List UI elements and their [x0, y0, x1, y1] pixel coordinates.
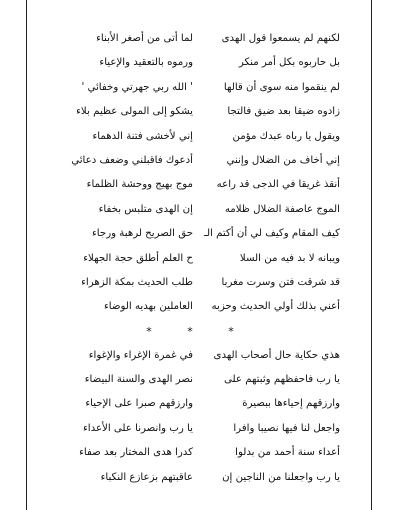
verse-second-hemistich: حق الصريح لرهبة ورجاء	[92, 228, 193, 240]
verse-second-hemistich: طلب الحديث بمكة الزهراء	[81, 276, 193, 288]
verse-second-hemistich: يشكو إلى المولى عظيم بلاء	[76, 106, 193, 118]
verse-second-hemistich: عاقبتهم بزعازع النكباء	[100, 471, 193, 483]
verse-second-hemistich: نصر الهدى والسنة البيضاء	[84, 374, 193, 386]
verse-second-hemistich: ورموه بالتعقيد والإعياء	[99, 57, 193, 69]
verse-line	[40, 371, 340, 395]
verse-second-hemistich: إني لأخشى فتنة الدهماء	[92, 130, 193, 142]
verse-first-hemistich: قد شرقت فتن وسرت مغربا	[221, 276, 340, 288]
verse-first-hemistich: زادوه ضيقا بعد ضيق فالتجا	[227, 106, 340, 118]
verse-line	[40, 420, 340, 444]
verse-first-hemistich: ويبانه لا بد فيه من السلا	[239, 252, 340, 264]
verse-second-hemistich: ' الله ربي جهرتي وخفائي '	[81, 81, 193, 93]
verse-first-hemistich: لكنهم لم يسمعوا قول الهدى	[221, 33, 340, 44]
verse-first-hemistich: أعني بذلك أولي الحديث وحزبه	[211, 301, 340, 313]
verse-first-hemistich: يا رب واجعلنا من الناجين إن	[222, 471, 340, 483]
page-right-border	[371, 0, 372, 510]
verse-first-hemistich: لم ينقموا منه سوى أن قالها	[223, 81, 340, 93]
verse-second-hemistich: أدعوك فاقبلني وضعف دعائي	[71, 154, 193, 166]
verse-first-hemistich: أعداء سنة أحمد من بدلوا	[235, 447, 340, 459]
verse-line	[40, 103, 340, 127]
verse-line	[40, 347, 340, 371]
verse-second-hemistich: ح العلم أطلق حجة الجهلاء	[83, 252, 193, 264]
verse-line	[40, 201, 340, 225]
verse-line	[40, 30, 340, 54]
verse-second-hemistich: لما أتى من أصغر الأبناء	[96, 33, 193, 44]
verse-line	[40, 128, 340, 152]
verse-first-hemistich: إني أخاف من الضلال وإنني	[226, 154, 340, 166]
verse-line	[40, 444, 340, 468]
verse-first-hemistich: ويقول يا رباه عبدك مؤمن	[232, 130, 340, 142]
verse-first-hemistich: يا رب فاحفظهم وثبتهم على	[224, 374, 340, 386]
verse-line	[40, 225, 340, 249]
verse-first-hemistich: وارزقهم إحياءها ببصيرة	[242, 398, 340, 410]
verse-line	[40, 176, 340, 200]
verse-second-hemistich: يا رب وانصرنا على الأعداء	[82, 422, 193, 434]
verse-line	[40, 54, 340, 78]
verse-line	[40, 152, 340, 176]
poem-body	[40, 30, 340, 493]
verse-line	[40, 79, 340, 103]
verse-first-hemistich: هذي حكاية حال أصحاب الهدى	[213, 349, 340, 361]
verse-line	[40, 395, 340, 419]
section-separator: * * *	[146, 324, 250, 338]
verse-first-hemistich: الموج عاصفة الضلال ظلامه	[224, 203, 340, 215]
verse-second-hemistich: موج بهيج ووحشة الظلماء	[86, 179, 193, 191]
page-left-border	[26, 0, 27, 510]
verse-line	[40, 469, 340, 493]
verse-second-hemistich: وارزقهم صبرا على الإحياء	[85, 398, 193, 410]
verse-first-hemistich: بل حاربوه بكل أمر منكر	[238, 57, 340, 69]
verse-first-hemistich: كيف المقام وكيف لي أن أكتم الـ	[203, 228, 340, 240]
verse-first-hemistich: أنقذ غريقا في الدجى قد راعه	[216, 179, 340, 191]
verse-line	[40, 274, 340, 298]
verse-second-hemistich: العاملين بهديه الوضاء	[103, 301, 193, 313]
verse-second-hemistich: في غمرة الإغراء والإغواء	[88, 349, 193, 361]
verse-line	[40, 250, 340, 274]
verse-second-hemistich: إن الهدى متلبس بخفاء	[98, 203, 193, 215]
verse-second-hemistich: كدرا هدى المختار بعد صفاء	[79, 447, 193, 459]
verse-line	[40, 298, 340, 322]
verse-first-hemistich: واجعل لنا فيها نصيبا وافرا	[233, 422, 340, 434]
